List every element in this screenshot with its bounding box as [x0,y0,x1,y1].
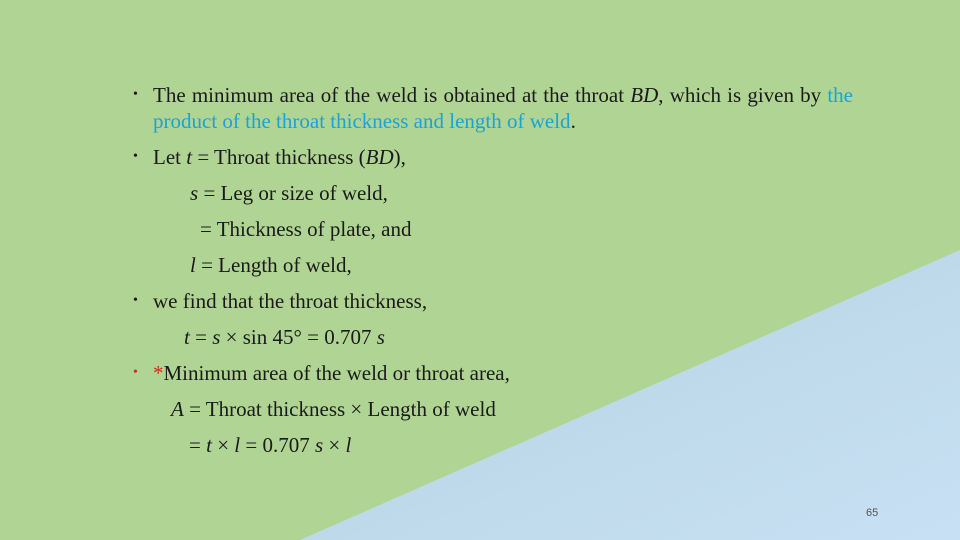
bullet-text: The minimum area of the weld is obtained at the throat [153,83,631,107]
formula-text: × [211,433,235,457]
formula-text: = 0.707 [240,433,315,457]
bullet-text: we find that the throat thickness, [153,289,428,313]
highlighted-phrase: the product of the throat thickness and length of weld [153,83,853,133]
variable-s: s [376,325,385,349]
variable-s: s [314,433,324,457]
definition-l [133,252,853,278]
definition-text: = Length of weld, [195,253,352,277]
formula-text: × [323,433,346,457]
bullet-dot: • [133,293,138,308]
bullet-dot: • [133,87,138,102]
bullet-text: Minimum area of the weld or throat area, [163,361,510,385]
variable-l: l [345,433,352,457]
variable-t: t [186,145,193,169]
asterisk-mark: * [153,361,164,385]
variable-bd: BD [365,145,394,169]
variable-s: s [212,325,221,349]
bullet-text: Let [153,145,187,169]
bullet-throat-thickness [133,288,853,314]
definition-s [133,180,853,206]
variable-l: l [234,433,241,457]
formula-text: × sin 45° = 0.707 [220,325,377,349]
bullet-let-t [133,144,853,170]
formula-t [133,324,853,350]
variable-t: t [184,325,190,349]
variable-A: A [171,397,184,421]
definition-text: = Thickness of plate, and [200,217,412,241]
variable-l: l [190,253,196,277]
formula-A [133,396,853,422]
formula-area-result [133,432,853,458]
bullet-text: ), [393,145,406,169]
formula-text: = Throat thickness × Length of weld [183,397,496,421]
bullet-dot: • [133,365,138,380]
formula-text: = [189,433,207,457]
definition-text: = Leg or size of weld, [198,181,388,205]
formula-text: = [189,325,213,349]
bullet-text-italic: BD [630,83,659,107]
page-number: 65 [866,507,879,519]
bullet-minimum-area [133,82,853,134]
bullet-text: . [570,109,576,133]
bullet-minimum-throat-area [133,360,853,386]
variable-t: t [206,433,212,457]
slide-content [133,82,853,468]
bullet-text: = Throat thickness ( [192,145,366,169]
definition-plate-thickness [133,216,853,242]
bullet-text: , which is given by [658,83,828,107]
bullet-dot: • [133,149,138,164]
variable-s: s [190,181,199,205]
